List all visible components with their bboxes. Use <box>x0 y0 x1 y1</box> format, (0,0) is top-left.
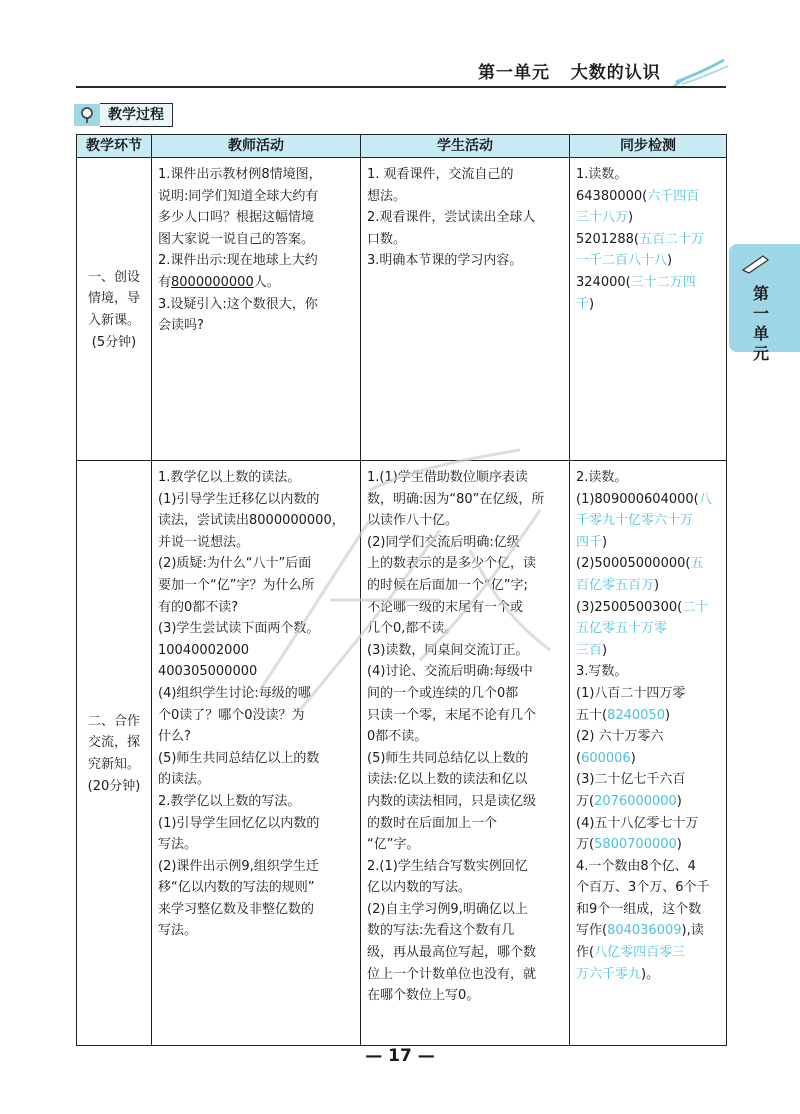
cell-line <box>367 834 563 856</box>
cell-line <box>158 250 354 272</box>
cell-text: 想法。 <box>367 188 407 204</box>
student-cell <box>361 158 570 461</box>
cell-text: (3)学生尝试读下面两个数。 <box>158 621 320 637</box>
cell-line <box>158 489 354 511</box>
pen-icon <box>672 56 732 88</box>
page-number: — 17 — <box>365 1046 435 1066</box>
cell-line <box>576 791 720 813</box>
cell-text: 2.观看课件，尝试读出全球人 <box>367 210 536 226</box>
cell-line <box>158 467 354 489</box>
cell-line <box>158 791 354 813</box>
cell-text: 400305000000 <box>158 664 258 680</box>
answer-text: 三十八万 <box>576 210 629 226</box>
answer-text: 百亿零五百万 <box>576 577 655 593</box>
answer-text: 五百二十万 <box>638 231 704 247</box>
cell-line <box>576 683 720 705</box>
cell-line <box>576 877 720 899</box>
cell-text: 要加一个“亿”字？为什么所 <box>158 577 315 593</box>
answer-text: 600006 <box>581 750 631 766</box>
cell-text: ) <box>676 837 682 853</box>
cell-text: ),读 <box>681 923 704 939</box>
cell-text: 0都不读。 <box>367 729 428 745</box>
cell-text: ) <box>664 707 671 723</box>
cell-text: (5)师生共同总结亿以上的数 <box>158 750 320 766</box>
cell-text: 3.写数。 <box>576 664 628 680</box>
cell-text: 和9个一组成，这个数 <box>576 901 702 917</box>
stage-text: 入新课。 <box>87 313 140 328</box>
cell-line <box>576 856 720 878</box>
cell-line <box>367 705 563 727</box>
student-cell <box>361 461 570 1046</box>
cell-text: (3)2500500300( <box>576 599 683 615</box>
cell-text: 口数。 <box>367 231 407 247</box>
cell-line <box>158 877 354 899</box>
cell-line <box>367 532 563 554</box>
answer-text: 五亿零五十万零 <box>576 621 668 637</box>
cell-text: 2.读数。 <box>576 470 628 485</box>
header-rule <box>76 86 726 88</box>
cell-text: 的读法。 <box>158 772 211 788</box>
cell-line <box>367 553 563 575</box>
teacher-cell <box>152 461 361 1046</box>
cell-line <box>367 640 563 662</box>
cell-text: (2)质疑:为什么“八十”后面 <box>158 556 312 572</box>
cell-text: ) <box>676 793 682 809</box>
cell-text: 只读一个零，末尾不论有几个 <box>367 707 537 723</box>
cell-text: 读法:亿以上数的读法和亿以 <box>367 772 528 788</box>
answer-text: 八 <box>698 491 712 507</box>
cell-line <box>576 532 720 554</box>
cell-text: 读法，尝试读出8000000000， <box>158 513 345 529</box>
col-header-student: 学生活动 <box>361 135 570 158</box>
cell-text: ) <box>602 642 608 658</box>
cell-text: (4)组织学生讨论:每级的哪 <box>158 685 311 701</box>
cell-line <box>367 813 563 835</box>
running-header <box>478 58 661 83</box>
stage-cell <box>77 461 152 1046</box>
cell-text: 数的写法:先看这个数有几 <box>367 923 515 939</box>
cell-text: 并说一说想法。 <box>158 534 250 550</box>
answer-text: 5800700000 <box>594 837 677 853</box>
side-tab <box>729 244 800 363</box>
cell-line <box>576 467 720 489</box>
answer-text: 三十二万四 <box>630 274 696 290</box>
cell-line <box>367 618 563 640</box>
cell-text: ) <box>630 750 636 766</box>
answer-text: 三百 <box>576 642 603 658</box>
cell-text: 64380000( <box>576 188 648 204</box>
cell-text: 内数的读法相同，只是读亿级 <box>367 793 537 809</box>
cell-text: 1.教学亿以上数的读法。 <box>158 470 301 485</box>
cell-text: (1)引导学生回忆亿以内数的 <box>158 815 320 831</box>
cell-line <box>158 618 354 640</box>
answer-text: 六千四百 <box>647 188 700 204</box>
table-row <box>77 461 727 1046</box>
cell-text: 1.课件出示教材例8情境图， <box>158 167 322 182</box>
cell-line <box>576 705 720 727</box>
cell-text: (1)809000604000( <box>576 491 699 507</box>
cell-line <box>576 899 720 921</box>
cell-line <box>367 207 563 229</box>
cell-line <box>158 683 354 705</box>
cell-text: 个百万、3个万、6个千 <box>576 880 710 896</box>
cell-line <box>158 661 354 683</box>
cell-line <box>158 553 354 575</box>
stage-cell <box>77 158 152 461</box>
col-header-teacher: 教师活动 <box>152 135 361 158</box>
cell-line <box>576 661 720 683</box>
cell-text: (2) 六十万零六 <box>576 729 664 745</box>
cell-text: 来学习整亿数及非整亿数的 <box>158 901 315 917</box>
cell-line <box>158 597 354 619</box>
cell-line <box>576 207 720 229</box>
cell-text: 写法。 <box>158 923 198 939</box>
cell-line <box>576 553 720 575</box>
cell-text: 2.(1)学生结合写数实例回忆 <box>367 858 528 874</box>
cell-text: 以读作八十亿。 <box>367 513 459 529</box>
cell-text: (3)二十亿七千六百 <box>576 772 686 788</box>
cell-line <box>576 272 720 294</box>
cell-line <box>367 899 563 921</box>
cell-text: (2)自主学习例9,明确亿以上 <box>367 901 528 917</box>
lesson-table <box>76 134 727 1046</box>
cell-text: 万( <box>576 793 595 809</box>
cell-text: 图大家说一说自己的答案。 <box>158 231 315 247</box>
cell-line <box>158 813 354 835</box>
cell-text: 2.教学亿以上数的写法。 <box>158 793 301 809</box>
cell-text: 的数时在后面加上一个 <box>367 815 498 831</box>
cell-text: 3.设疑引入:这个数很大，你 <box>158 296 318 312</box>
answer-text: 8240050 <box>607 707 665 723</box>
cell-text: 有的0都不读? <box>158 599 239 615</box>
answer-text: 2076000000 <box>594 793 677 809</box>
cell-line <box>367 489 563 511</box>
cell-text: 间的一个或连续的几个0都 <box>367 685 519 701</box>
cell-line <box>158 510 354 532</box>
cell-line <box>367 510 563 532</box>
cell-line <box>367 856 563 878</box>
answer-text: 千零九十亿零六十万 <box>576 513 694 529</box>
cell-line <box>576 294 720 316</box>
cell-line <box>367 229 563 251</box>
stage-text: 一、创设 <box>87 269 140 285</box>
cell-line <box>576 164 720 186</box>
cell-text: “亿”字。 <box>367 837 420 853</box>
answer-text: 一千二百八十八 <box>576 253 668 269</box>
header-unit: 第一单元 <box>478 63 550 83</box>
cell-text: 有 <box>158 274 172 290</box>
cell-text: (2)课件出示例9,组织学生迁 <box>158 858 319 874</box>
cell-text: 数，明确:因为“80”在亿级，所 <box>367 491 545 507</box>
cell-line <box>576 489 720 511</box>
table-row <box>77 158 727 461</box>
stage-text: (20分钟) <box>87 778 141 794</box>
cell-line <box>367 250 563 272</box>
answer-text: 千 <box>576 296 590 312</box>
stage-text: 交流，探 <box>87 735 140 751</box>
cell-text: (5)师生共同总结亿以上数的 <box>367 750 529 766</box>
cell-line <box>576 769 720 791</box>
cell-text: ) <box>628 210 634 226</box>
cell-line <box>367 726 563 748</box>
cell-text: 级，再从最高位写起，哪个数 <box>367 945 537 961</box>
section-tag <box>74 104 173 126</box>
cell-text: 不论哪一级的末尾有一个或 <box>367 599 524 615</box>
cell-text: )。 <box>641 966 660 982</box>
cell-text: 个0读了？哪个0没读？为 <box>158 707 305 723</box>
cell-text: (1)八百二十四万零 <box>576 685 686 701</box>
section-label: 教学过程 <box>100 103 173 127</box>
cell-line <box>158 769 354 791</box>
cell-line <box>158 186 354 208</box>
cell-text: 五十( <box>576 707 608 723</box>
cell-line <box>367 942 563 964</box>
cell-line <box>576 834 720 856</box>
col-header-check: 同步检测 <box>570 135 727 158</box>
cell-text: (4)五十八亿零七十万 <box>576 815 699 831</box>
cell-text: 什么? <box>158 729 191 745</box>
cell-text: 4.一个数由8个亿、4 <box>576 858 696 874</box>
cell-text: ( <box>576 750 582 766</box>
cell-line <box>367 661 563 683</box>
cell-line <box>158 272 354 294</box>
cell-line <box>576 575 720 597</box>
cell-line <box>367 467 563 489</box>
cell-text: (3)读数，同桌间交流订正。 <box>367 642 529 658</box>
header-topic: 大数的认识 <box>570 63 661 83</box>
cell-text: 1. 观看课件，交流自己的 <box>367 167 514 182</box>
stage-text: 情境，导 <box>87 291 140 307</box>
cell-text: 10040002000 <box>158 642 249 658</box>
cell-text: 的时候在后面加一个“亿”字; <box>367 577 528 593</box>
cell-text: (4)讨论、交流后明确:每级中 <box>367 664 533 680</box>
cell-text: (2)同学们交流后明确:亿级 <box>367 534 520 550</box>
cell-line <box>367 985 563 1007</box>
cell-text: ) <box>654 577 660 593</box>
cell-line <box>576 229 720 251</box>
cell-line <box>576 640 720 662</box>
cell-line <box>367 186 563 208</box>
stage-text: (5分钟) <box>91 334 137 350</box>
answer-text: 八亿零四百零三 <box>594 945 686 961</box>
cell-line <box>367 683 563 705</box>
cell-line <box>367 164 563 186</box>
cell-line <box>158 856 354 878</box>
cell-line <box>158 640 354 662</box>
cell-line <box>367 791 563 813</box>
cell-line <box>158 834 354 856</box>
cell-line <box>367 920 563 942</box>
cell-line <box>158 315 354 337</box>
cell-line <box>367 769 563 791</box>
cell-text: ) <box>602 534 608 550</box>
answer-text: 四千 <box>576 534 603 550</box>
cell-line <box>576 618 720 640</box>
cell-text: 人。 <box>253 274 280 290</box>
stage-text: 二、合作 <box>87 713 140 729</box>
cell-line <box>367 597 563 619</box>
teacher-cell <box>152 158 361 461</box>
cell-text: 324000( <box>576 274 631 290</box>
cell-line <box>576 920 720 942</box>
table-header-row <box>77 135 727 158</box>
cell-text: 万( <box>576 837 595 853</box>
answer-text: 五 <box>690 556 704 572</box>
cell-text: ) <box>589 296 595 312</box>
cell-line <box>576 964 720 986</box>
pen-icon <box>741 252 771 274</box>
cell-text: 会读吗? <box>158 318 204 334</box>
cell-text: 上的数表示的是多少个亿，读 <box>367 556 537 572</box>
cell-text: 几个0,都不读。 <box>367 621 458 637</box>
cell-line <box>158 748 354 770</box>
cell-text: (2)50005000000( <box>576 556 691 572</box>
cell-line <box>576 597 720 619</box>
stage-text: 究新知。 <box>87 757 140 772</box>
cell-text: 1.(1)学生借助数位顺序表读 <box>367 470 528 485</box>
cell-text: 1.读数。 <box>576 167 628 182</box>
cell-text: 写法。 <box>158 837 198 853</box>
cell-line <box>158 705 354 727</box>
cell-line <box>158 207 354 229</box>
cell-line <box>158 920 354 942</box>
cell-line <box>576 186 720 208</box>
cell-text: 多少人口吗？根据这幅情境 <box>158 210 315 226</box>
cell-text: 移“亿以内数的写法的规则” <box>158 880 315 896</box>
cell-text: 2.课件出示:现在地球上大约 <box>158 253 318 269</box>
cell-line <box>367 575 563 597</box>
cell-line <box>367 877 563 899</box>
location-pin-icon <box>74 104 100 126</box>
cell-text: 8000000000 <box>171 274 254 290</box>
cell-text: 5201288( <box>576 231 639 247</box>
cell-text: 作( <box>576 945 595 961</box>
cell-text: 位上一个计数单位也没有，就 <box>367 966 537 982</box>
cell-text: 亿以内数的写法。 <box>367 880 472 896</box>
cell-line <box>158 164 354 186</box>
cell-line <box>158 726 354 748</box>
cell-line <box>367 748 563 770</box>
cell-line <box>576 748 720 770</box>
cell-line <box>576 813 720 835</box>
cell-line <box>576 250 720 272</box>
cell-text: 说明:同学们知道全球大约有 <box>158 188 319 204</box>
cell-line <box>158 294 354 316</box>
cell-line <box>576 510 720 532</box>
answer-text: 804036009 <box>607 923 682 939</box>
cell-text: 在哪个数位上写0。 <box>367 988 480 1004</box>
cell-line <box>158 899 354 921</box>
side-tab-label: 第一单元 <box>752 284 769 363</box>
cell-text: 3.明确本节课的学习内容。 <box>367 253 523 269</box>
cell-text: 写作( <box>576 923 608 939</box>
answer-text: 二十 <box>682 599 709 615</box>
cell-line <box>158 575 354 597</box>
check-cell <box>570 461 727 1046</box>
check-cell <box>570 158 727 461</box>
cell-line <box>576 942 720 964</box>
col-header-stage: 教学环节 <box>77 135 152 158</box>
cell-line <box>367 964 563 986</box>
cell-text: (1)引导学生迁移亿以内数的 <box>158 491 320 507</box>
answer-text: 万六千零九 <box>576 966 642 982</box>
cell-line <box>158 229 354 251</box>
cell-line <box>158 532 354 554</box>
cell-line <box>576 726 720 748</box>
cell-text: ) <box>667 253 673 269</box>
